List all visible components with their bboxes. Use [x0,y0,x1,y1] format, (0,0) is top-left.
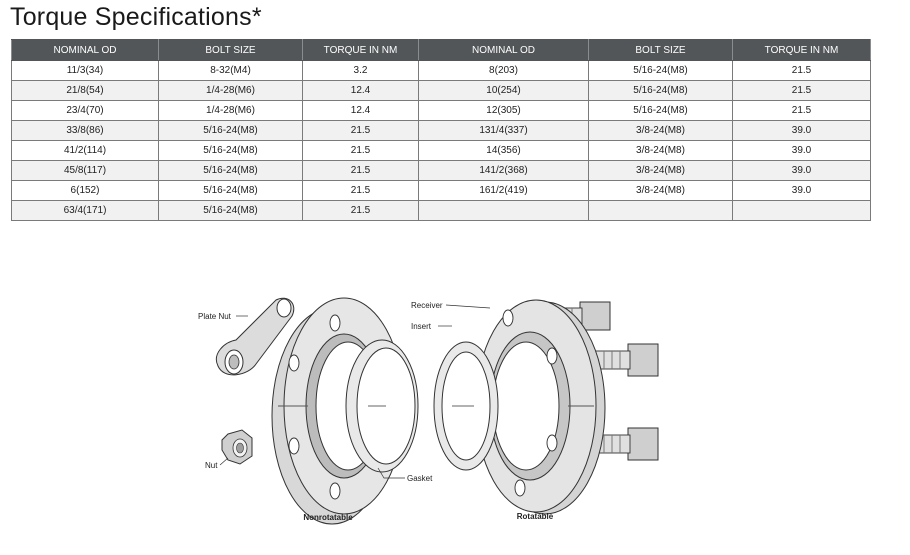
table-row [12,201,871,221]
table-cell: 1/4-28(M6) [159,81,303,101]
table-cell: 3/8-24(M8) [589,141,733,161]
table-row [12,181,871,201]
table-cell: 21.5 [303,181,419,201]
table-cell: 5/16-24(M8) [589,101,733,121]
header-bolt-size-2: BOLT SIZE [589,40,733,61]
table-row [12,161,871,181]
insert-label: Insert [411,322,432,331]
insert-icon [434,342,498,470]
table-cell: 3/8-24(M8) [589,121,733,141]
table-cell: 3/8-24(M8) [589,181,733,201]
table-cell: 5/16-24(M8) [159,161,303,181]
table-row [12,81,871,101]
table-cell: 21.5 [733,101,871,121]
table-cell: 131/4(337) [419,121,589,141]
table-cell: 21.5 [303,121,419,141]
table-row [12,121,871,141]
table-cell: 3.2 [303,61,419,81]
table-cell: 12(305) [419,101,589,121]
table-cell [733,201,871,221]
table-cell: 141/2(368) [419,161,589,181]
table-cell: 33/8(86) [12,121,159,141]
header-torque-nm-2: TORQUE IN NM [733,40,871,61]
table-cell [419,201,589,221]
table-cell: 11/3(34) [12,61,159,81]
table-cell: 1/4-28(M6) [159,101,303,121]
torque-spec-table [11,39,871,221]
table-cell: 12.4 [303,81,419,101]
flange-assembly-diagram [190,288,690,528]
table-cell: 39.0 [733,161,871,181]
receiver-label: Receiver [411,301,443,310]
table-cell: 5/16-24(M8) [589,81,733,101]
header-torque-nm: TORQUE IN NM [303,40,419,61]
table-cell: 21.5 [303,161,419,181]
gasket-icon [346,340,418,472]
table-cell: 21.5 [733,81,871,101]
table-row [12,101,871,121]
table-cell: 21.5 [303,201,419,221]
table-cell: 23/4(70) [12,101,159,121]
header-nominal-od-2: NOMINAL OD [419,40,589,61]
table-cell: 12.4 [303,101,419,121]
table-header-row [12,40,871,61]
table-cell: 5/16-24(M8) [159,181,303,201]
table-cell: 14(356) [419,141,589,161]
table-cell: 5/16-24(M8) [159,121,303,141]
table-cell: 21/8(54) [12,81,159,101]
table-cell: 8-32(M4) [159,61,303,81]
table-cell: 5/16-24(M8) [159,201,303,221]
gasket-label: Gasket [407,474,433,483]
table-cell: 45/8(117) [12,161,159,181]
header-bolt-size: BOLT SIZE [159,40,303,61]
table-cell: 10(254) [419,81,589,101]
table-row [12,61,871,81]
table-cell: 8(203) [419,61,589,81]
table-cell: 41/2(114) [12,141,159,161]
nonrotatable-assembly [216,298,418,524]
rotatable-caption: Rotatable [516,512,554,521]
rotatable-assembly [434,300,658,514]
table-cell: 39.0 [733,121,871,141]
table-cell: 3/8-24(M8) [589,161,733,181]
table-cell: 21.5 [303,141,419,161]
nut-label: Nut [205,461,218,470]
table-cell [589,201,733,221]
table-cell: 39.0 [733,141,871,161]
table-row [12,141,871,161]
table-cell: 161/2(419) [419,181,589,201]
header-nominal-od: NOMINAL OD [12,40,159,61]
page-title: Torque Specifications* [10,3,262,31]
plate-nut-label: Plate Nut [198,312,231,321]
table-cell: 21.5 [733,61,871,81]
table-cell: 39.0 [733,181,871,201]
table-cell: 5/16-24(M8) [589,61,733,81]
table-cell: 63/4(171) [12,201,159,221]
table-cell: 6(152) [12,181,159,201]
table-cell: 5/16-24(M8) [159,141,303,161]
nonrotatable-caption: Nonrotatable [303,513,353,522]
